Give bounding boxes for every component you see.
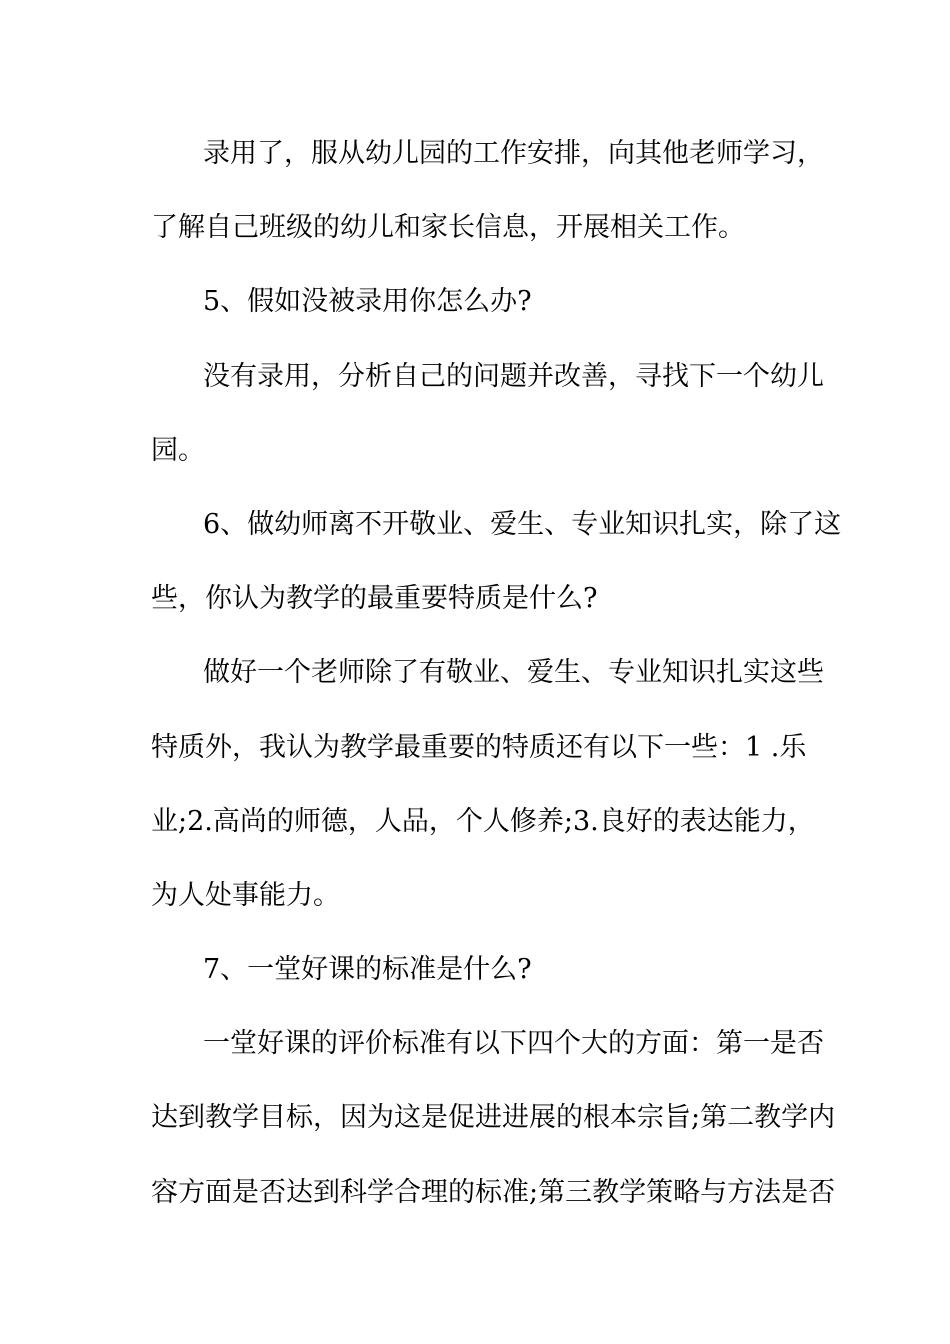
question-heading: 6、做幼师离不开敬业、爱生、专业知识扎实，除了这 — [203, 508, 842, 540]
text-line: 达到教学目标，因为这是促进进展的根本宗旨;第二教学内 — [151, 1102, 836, 1134]
text-line: 容方面是否达到科学合理的标准;第三教学策略与方法是否 — [151, 1176, 836, 1208]
text-line: 了解自己班级的幼儿和家长信息，开展相关工作。 — [151, 212, 745, 244]
text-line: 做好一个老师除了有敬业、爱生、专业知识扎实这些 — [203, 657, 824, 689]
document-body — [151, 128, 842, 1241]
text-line: 业;2.高尚的师德，人品，个人修养;3.良好的表达能力， — [151, 805, 815, 837]
question-heading: 5、假如没被录用你怎么办? — [203, 286, 532, 318]
text-line: 为人处事能力。 — [151, 879, 340, 911]
text-line: 没有录用，分析自己的问题并改善，寻找下一个幼儿 — [203, 360, 824, 392]
text-line: 些，你认为教学的最重要特质是什么? — [151, 583, 598, 615]
question-heading: 7、一堂好课的标准是什么? — [203, 954, 532, 986]
text-line: 特质外，我认为教学最重要的特质还有以下一些：1 .乐 — [151, 731, 807, 763]
text-line: 一堂好课的评价标准有以下四个大的方面：第一是否 — [203, 1028, 824, 1060]
text-line: 录用了，服从幼儿园的工作安排，向其他老师学习， — [203, 138, 824, 169]
text-line: 园。 — [151, 434, 205, 466]
